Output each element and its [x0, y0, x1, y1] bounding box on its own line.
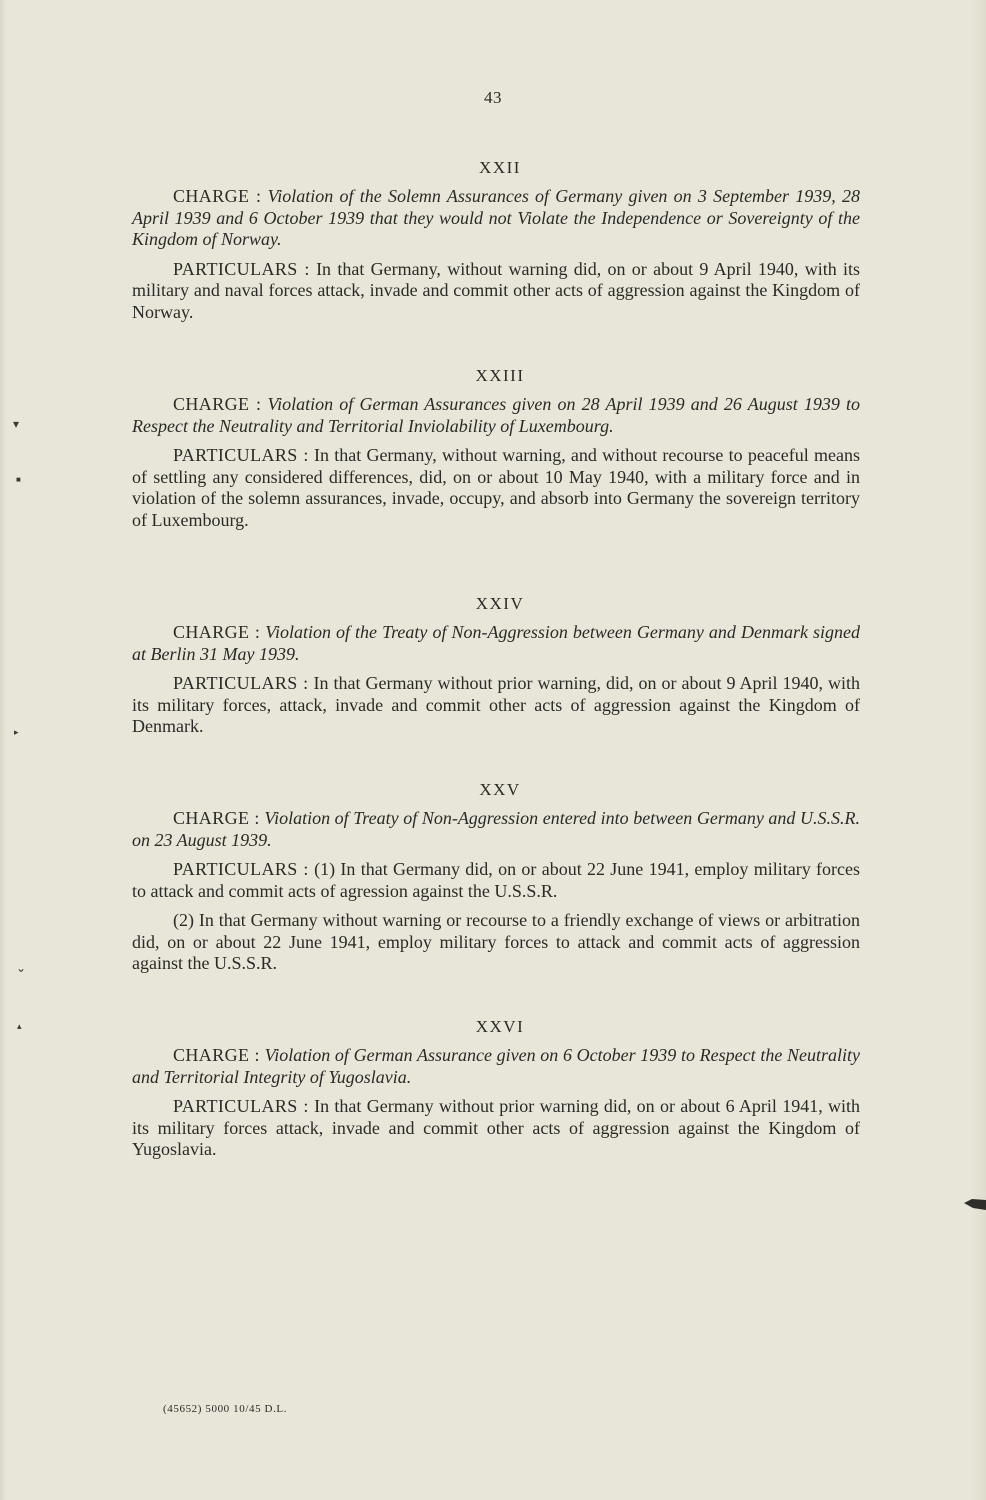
particulars-paragraph — [132, 859, 860, 902]
section-numeral: XXII — [479, 158, 521, 177]
section-numeral: XXIII — [475, 366, 525, 385]
particulars-label: PARTICULARS : — [173, 859, 309, 879]
particulars-paragraph — [132, 1096, 860, 1161]
particulars-label: PARTICULARS : — [173, 673, 309, 693]
section-xxvi — [132, 1017, 860, 1169]
particulars-text: (1) In that Germany did, on or about 22 June 1941, employ military forces to attack and commit acts of agression against the U.S.S.R. — [132, 859, 860, 901]
particulars-text: (2) In that Germany without warning or recourse to a friendly exchange of views or arbitration did, on or about 22 June 1941, employ military forces to attack and commit acts of aggression against the U.S.S.R. — [132, 910, 860, 973]
section-numeral: XXVI — [475, 1017, 525, 1036]
charge-text: Violation of German Assurance given on 6 October 1939 to Respect the Neutrality and Territorial Integrity of Yugoslavia. — [132, 1045, 860, 1087]
charge-text: Violation of the Solemn Assurances of Germany given on 3 September 1939, 28 April 1939 and 6 October 1939 that they would not Violate the Independence or Sovereignty of the Kingdom of Norway. — [132, 186, 860, 249]
particulars-text: In that Germany without prior warning, did, on or about 9 April 1940, with its military forces, attack, invade and commit other acts of aggression against the Kingdom of Denmark. — [132, 673, 861, 736]
charge-label: CHARGE : — [173, 808, 260, 828]
scan-speck: ■ — [16, 475, 21, 484]
particulars-paragraph — [132, 673, 860, 738]
scan-speck: ⌄ — [16, 961, 27, 975]
particulars-text: In that Germany, without warning did, on or about 9 April 1940, with its military and naval forces attack, invade and commit other acts of aggression against the Kingdom of Norway. — [132, 258, 860, 322]
scan-speck: ▴ — [17, 1021, 22, 1031]
charge-text: Violation of Treaty of Non-Aggression entered into between Germany and U.S.S.R. on 23 August 1939. — [132, 808, 861, 850]
scan-speck: ▾ — [13, 417, 20, 431]
section-xxii — [132, 158, 860, 331]
charge-paragraph — [132, 622, 860, 665]
charge-text: Violation of the Treaty of Non-Aggression between Germany and Denmark signed at Berlin 31 May 1939. — [132, 622, 860, 664]
section-xxv — [132, 780, 860, 983]
particulars-label: PARTICULARS : — [173, 445, 309, 465]
charge-label: CHARGE : — [173, 394, 262, 414]
charge-paragraph — [132, 186, 860, 251]
particulars-label: PARTICULARS : — [173, 1096, 309, 1116]
particulars-label: PARTICULARS : — [173, 258, 310, 279]
charge-paragraph — [132, 394, 860, 437]
charge-paragraph — [132, 808, 860, 851]
charge-paragraph — [132, 1045, 860, 1088]
section-numeral: XXV — [479, 780, 521, 799]
section-xxiii — [132, 366, 860, 539]
charge-text: Violation of German Assurances given on 28 April 1939 and 26 August 1939 to Respect the Neutrality and Territorial Inviolability of Luxembourg. — [132, 394, 860, 436]
page-number: 43 — [484, 88, 502, 107]
charge-label: CHARGE : — [173, 1045, 260, 1065]
particulars-paragraph — [132, 259, 860, 324]
particulars-paragraph — [132, 445, 860, 531]
charge-label: CHARGE : — [173, 186, 262, 206]
scan-speck: ▸ — [14, 727, 19, 737]
particulars-continuation — [132, 910, 860, 975]
section-xxiv — [132, 594, 860, 746]
charge-label: CHARGE : — [173, 622, 261, 642]
page-edge-tab-mark — [962, 1197, 986, 1211]
particulars-text: In that Germany, without warning, and without recourse to peaceful means of settling any considered differences, did, on or about 10 May 1940, with a military force and in violation of the solemn assurances, invade, occupy, and absorb into Germany the sovereign territory of Luxembourg. — [132, 445, 861, 530]
section-numeral: XXIV — [475, 594, 525, 613]
particulars-text: In that Germany without prior warning did, on or about 6 April 1941, with its military forces attack, invade and commit other acts of aggression against the Kingdom of Yugoslavia. — [132, 1096, 860, 1159]
printer-imprint: (45652) 5000 10/45 D.L. — [163, 1403, 288, 1415]
